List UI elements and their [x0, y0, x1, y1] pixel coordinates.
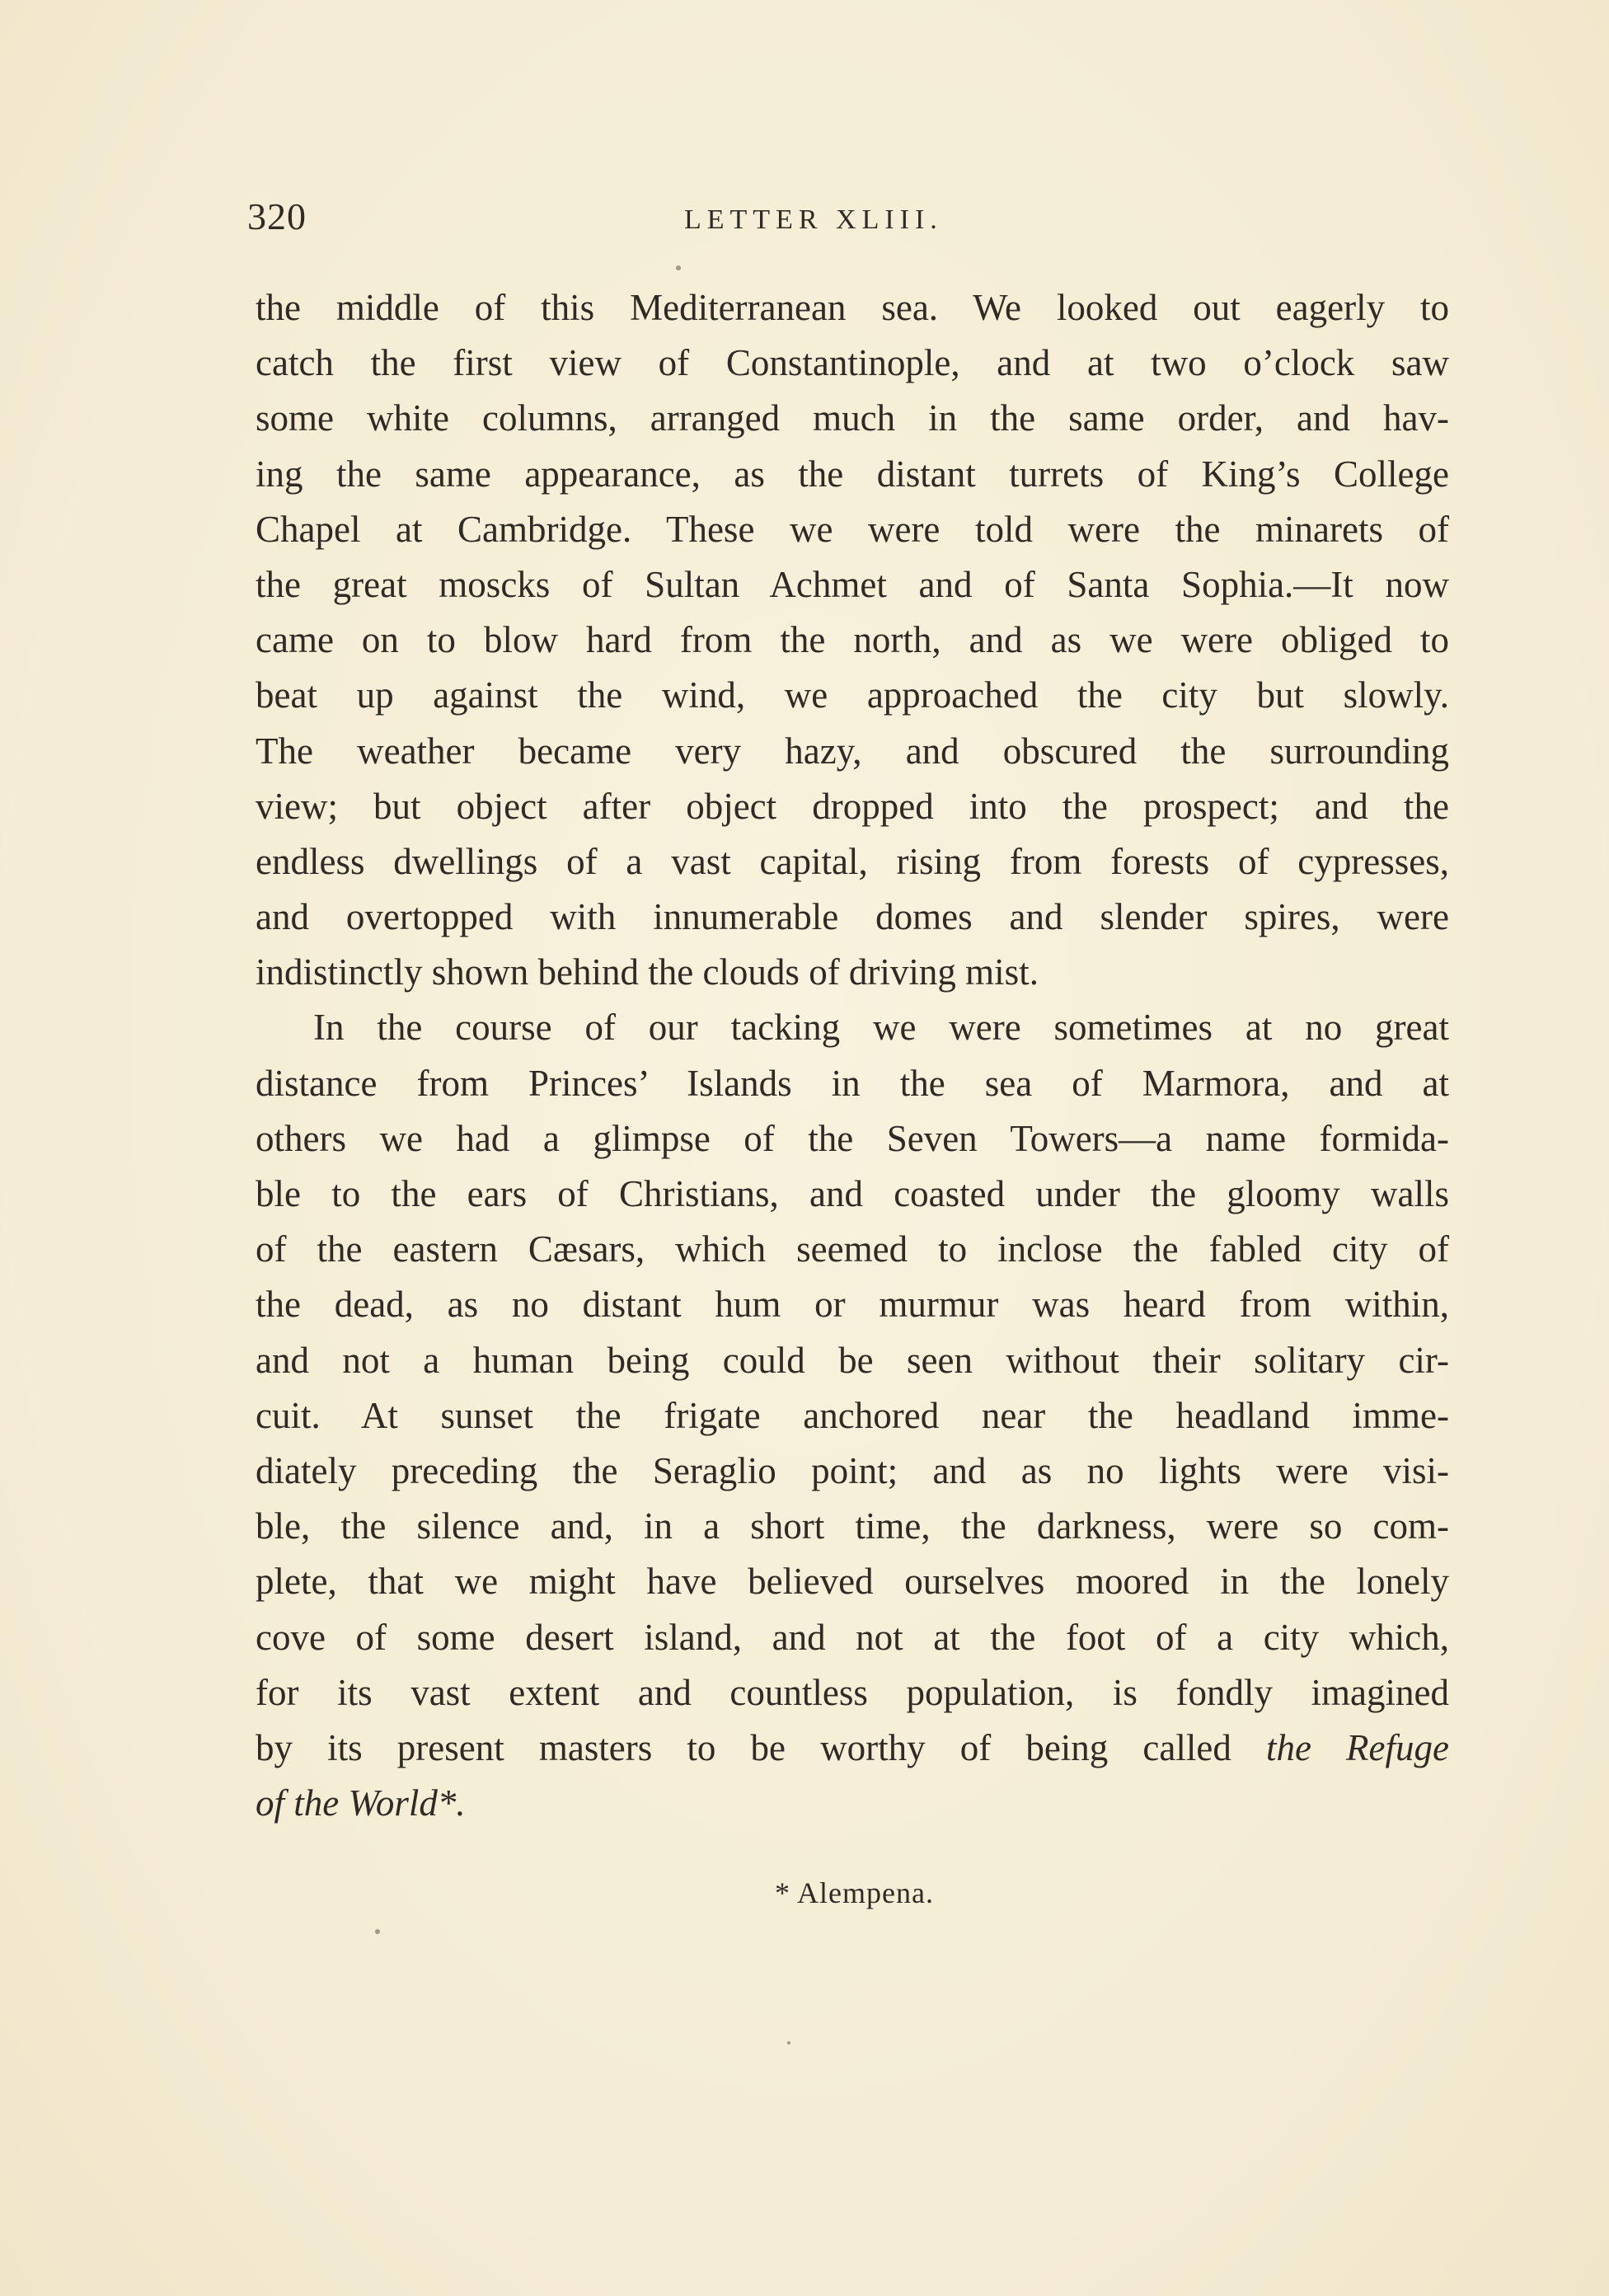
text-line: cuit. At sunset the frigate anchored near the headland imme- — [256, 1394, 1449, 1436]
text-line: of the eastern Cæsars, which seemed to inclose the fabled city of — [256, 1228, 1449, 1270]
page-header — [247, 195, 1442, 252]
print-speck — [787, 2041, 790, 2045]
text-line: The weather became very hazy, and obscured the surrounding — [256, 730, 1449, 772]
text-line: ble, the silence and, in a short time, the darkness, were so com- — [256, 1505, 1449, 1547]
print-speck — [375, 1929, 380, 1934]
running-title: LETTER XLIII. — [684, 204, 943, 235]
text-line: Chapel at Cambridge. These we were told were the minarets of — [256, 508, 1449, 550]
text-line: diately preceding the Seraglio point; and as no lights were visi- — [256, 1449, 1449, 1491]
text-segment: by its present masters to be worthy of being called — [256, 1726, 1231, 1768]
text-line: the dead, as no distant hum or murmur was heard from within, — [256, 1284, 1449, 1326]
text-line: distance from Princes’ Islands in the sea of Marmora, and at — [256, 1062, 1449, 1104]
text-line: and not a human being could be seen without their solitary cir- — [256, 1339, 1449, 1381]
paragraph-start-line: In the course of our tacking we were sometimes at no great — [313, 1007, 1449, 1049]
text-line: some white columns, arranged much in the same order, and hav- — [256, 397, 1449, 439]
footnote: * Alempena. — [775, 1876, 934, 1909]
paragraph-end-line — [256, 1776, 1449, 1831]
text-line: view; but object after object dropped into the prospect; and the — [256, 785, 1449, 827]
text-line: endless dwellings of a vast capital, rising from forests of cypresses, — [256, 840, 1449, 882]
text-line: others we had a glimpse of the Seven Towers—a name formida- — [256, 1117, 1449, 1159]
text-line: came on to blow hard from the north, and as we were obliged to — [256, 619, 1449, 661]
italic-phrase: the Refuge — [1265, 1726, 1449, 1768]
text-line: cove of some desert island, and not at the foot of a city which, — [256, 1616, 1449, 1658]
text-line: ble to the ears of Christians, and coasted under the gloomy walls — [256, 1173, 1449, 1214]
text-line: beat up against the wind, we approached the city but slowly. — [256, 674, 1449, 716]
print-speck — [676, 265, 681, 270]
text-line: the great moscks of Sultan Achmet and of Santa Sophia.—It now — [256, 563, 1449, 605]
text-line: the middle of this Mediterranean sea. We looked out eagerly to — [256, 287, 1449, 328]
paragraph-end-line: indistinctly shown behind the clouds of driving mist. — [256, 951, 1039, 993]
text-line: and overtopped with innumerable domes and slender spires, were — [256, 896, 1449, 938]
italic-phrase-footnote-ref: of the World*. — [256, 1782, 466, 1824]
page-number: 320 — [247, 195, 307, 237]
text-line: plete, that we might have believed ourselves moored in the lonely — [256, 1561, 1449, 1603]
text-line-with-italic — [256, 1721, 1449, 1776]
text-line: ing the same appearance, as the distant turrets of King’s College — [256, 453, 1449, 495]
text-line: for its vast extent and countless population, is fondly imagined — [256, 1671, 1449, 1713]
body-text — [256, 280, 1449, 1831]
text-line: catch the first view of Constantinople, and at two o’clock saw — [256, 342, 1449, 384]
